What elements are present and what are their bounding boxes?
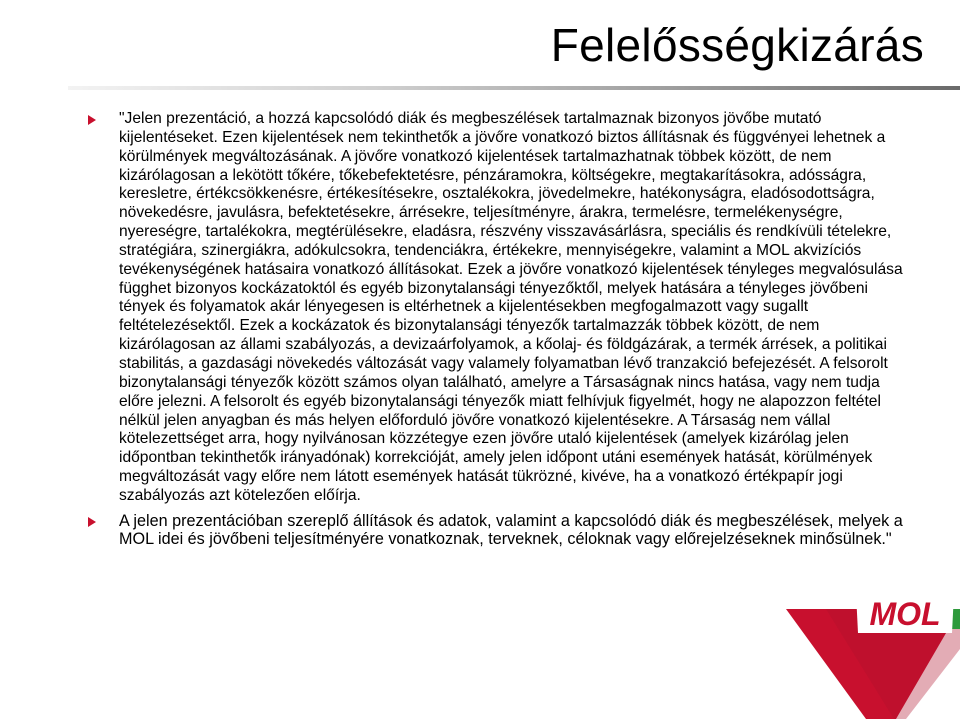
slide-title: Felelősségkizárás bbox=[550, 19, 924, 71]
slide-body bbox=[88, 110, 910, 549]
svg-text:MOL: MOL bbox=[869, 596, 941, 632]
bullet-item-2 bbox=[88, 512, 910, 549]
disclaimer-paragraph: "Jelen prezentáció, a hozzá kapcsolódó diák és megbeszélések tartalmaznak bizonyos jövőbe mutató kijelentéseket. Ezen kijelentések nem tekinthetők a jövőre vonatkozó biztos állításnak és függvényei lehetnek a körülmények megváltozásának. A jövőre vonatkozó kijelentések tartalmazhatnak többek között, de nem kizárólagosan a lekötött tőkére, tőkebefektetésre, pénzáramokra, költségekre, megtakarításokra, adósságra, keresletre, értékcsökkenésre, értékesítésekre, osztalékokra, jövedelmekre, hatékonyságra, eladósodottságra, növekedésre, javulásra, befektetésekre, árrésekre, teljesítményre, árakra, termelésre, termelékenységre, nyereségre, tartalékokra, megtérülésekre, eladásra, részvény visszavásárlásra, speciális és rendkívüli tételekre, stratégiára, szinergiákra, adókulcsokra, tendenciákra, értékekre, mennyiségekre, valamint a MOL akvizíciós tevékenységének hatásaira vonatkozó állításokat. Ezek a jövőre vonatkozó kijelentések tényleges megvalósulása függhet bizonyos kockázatoktól és egyéb bizonytalansági tényezőktől, melyek hatására a tényleges jövőbeni tények és folyamatok akár lényegesen is eltérhetnek a kijelentésekben megfogalmazott vagy sugallt feltételezésektől. Ezek a kockázatok és bizonytalansági tényezők tartalmazzák többek között, de nem kizárólagosan az állami szabályozás, a devizaárfolyamok, a kőolaj- és földgázárak, a termék árrések, a politikai stabilitás, a gazdasági növekedés változását vagy valamely folyamatban lévő tranzakció befejezését. A felsorolt bizonytalansági tényezők között számos olyan található, amelyre a Társaságnak nincs hatása, vagy nem tudja előre jelezni. A felsorolt és egyéb bizonytalansági tényezők miatt felhívjuk figyelmét, hogy ne alapozzon feltétel nélkül jelen anyagban és más helyen előforduló jövőre vonatkozó kijelentésekre. A Társaság nem vállal kötelezettséget arra, hogy nyilvánosan közzétegye ezen jövőre utaló kijelentések (amelyek kizárólag jelen időpontban tekinthetők irányadónak) korrekcióját, amely jelen időpont utáni események hatását, körülmények megváltozását vagy előre nem látott események hatását tükrözné, kivéve, ha a vonatkozó értékpapír jogi szabályozás azt kötelezően előírja. bbox=[119, 110, 903, 504]
triangle-bullet-icon bbox=[88, 517, 96, 527]
bullet-item-1 bbox=[88, 110, 910, 506]
title-divider bbox=[68, 86, 960, 90]
statement-paragraph: A jelen prezentációban szereplő állítások és adatok, valamint a kapcsolódó diák és megbeszélések, melyek a MOL idei és jövőbeni teljesítményére vonatkoznak, terveknek, céloknak vagy előrejelzéseknek minősülnek." bbox=[119, 511, 903, 549]
triangle-bullet-icon bbox=[88, 115, 96, 125]
mol-logo bbox=[786, 589, 960, 719]
